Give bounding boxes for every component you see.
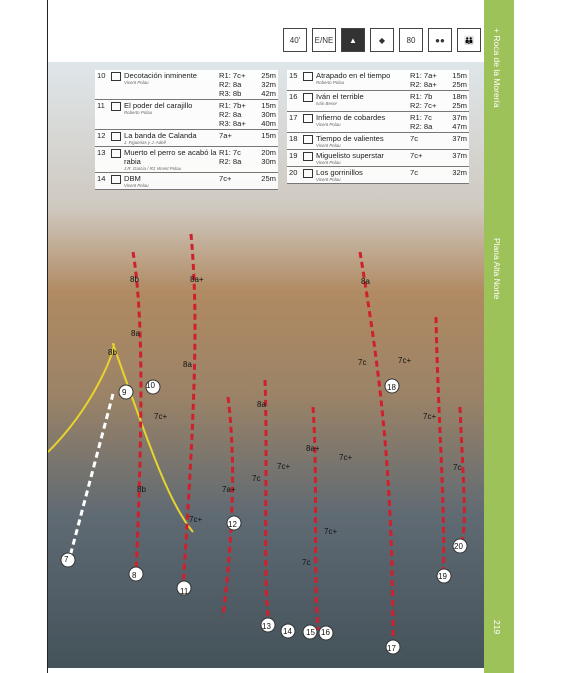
grade: 7c+ [410, 151, 423, 160]
route-number-marker: 10 [146, 381, 155, 390]
grade-label: 7c+ [423, 412, 437, 421]
length: 32m [261, 80, 276, 89]
route-row [95, 100, 278, 130]
length: 25m [452, 80, 467, 89]
route-author: Vicent Polau [124, 80, 149, 85]
grade-label: 7c [252, 474, 261, 483]
route-number: 18 [289, 134, 298, 143]
route-name: DBM [124, 174, 141, 183]
approach-time-icon: 40' [283, 28, 307, 52]
grade: 7a+ [219, 131, 232, 140]
route-author: Vicent Polau [316, 143, 341, 148]
length: 15m [261, 131, 276, 140]
route-author: J.R. Garcia / R2 Vicent Polau [124, 166, 182, 171]
route-number: 12 [97, 131, 106, 140]
tick-checkbox [111, 149, 121, 158]
grade: 7c [410, 134, 419, 143]
length: 15m [452, 71, 467, 80]
route-row [95, 173, 278, 190]
route-name: Muerto el perro se acabó la rabia [124, 148, 217, 166]
grade: R1: 7a+ [410, 71, 437, 80]
route-author: Vicent Polau [316, 177, 341, 182]
route-number-marker: 14 [283, 627, 292, 636]
grade: R2: 8a [410, 122, 433, 131]
grade: R3: 8a+ [219, 119, 246, 128]
route-number: 14 [97, 174, 106, 183]
grade-label: 7c+ [154, 412, 168, 421]
route-author: Vicent Polau [124, 183, 149, 188]
route-number: 15 [289, 71, 298, 80]
grade-label: 8b [137, 485, 146, 494]
grade-label: 7c [302, 558, 311, 567]
length: 20m [261, 148, 276, 157]
length: 25m [452, 101, 467, 110]
grade: R2: 8a+ [410, 80, 437, 89]
route-table-left [95, 70, 278, 190]
route-number-marker: 7 [64, 555, 69, 564]
tick-checkbox [303, 135, 313, 144]
route-number-marker: 19 [438, 572, 447, 581]
grade: R1: 7b [410, 92, 433, 101]
tick-checkbox [303, 152, 313, 161]
route-number-marker: 12 [228, 520, 237, 529]
page-number: 219 [492, 620, 502, 635]
grade-label: 8a [257, 400, 266, 409]
route-row [95, 70, 278, 100]
route-number-marker: 13 [262, 622, 271, 631]
grade: R3: 8b [219, 89, 242, 98]
tick-checkbox [111, 132, 121, 141]
route-number-marker: 11 [180, 587, 189, 596]
climber-icon: ▲ [341, 28, 365, 52]
route-name: La banda de Calanda [124, 131, 197, 140]
tick-checkbox [303, 114, 313, 123]
route-number: 16 [289, 92, 298, 101]
route-row [287, 112, 469, 133]
route-number-marker: 20 [454, 542, 463, 551]
length: 37m [452, 113, 467, 122]
grade-label: 7c+ [189, 515, 203, 524]
route-row [95, 130, 278, 147]
grade-label: 8a [361, 277, 370, 286]
length: 40m [261, 119, 276, 128]
grade-label: 7c+ [339, 453, 353, 462]
grade-label: 7c+ [324, 527, 338, 536]
grade-label: 8b [108, 348, 117, 357]
route-row [287, 70, 469, 91]
grade-label: 8b [130, 275, 139, 284]
grade: R1: 7c+ [219, 71, 246, 80]
route-number-marker: 15 [306, 628, 315, 637]
grade-label: 7c [453, 463, 462, 472]
length: 30m [261, 157, 276, 166]
route-number: 20 [289, 168, 298, 177]
tick-checkbox [111, 175, 121, 184]
grade: 7c [410, 168, 419, 177]
grade-label: 7c+ [277, 462, 291, 471]
route-author: Roberto Polau [316, 80, 345, 85]
route-number-marker: 8 [132, 571, 137, 580]
grade-label: 7c [358, 358, 367, 367]
grade-label: 8a [183, 360, 192, 369]
area-name: Plana Alta Norte [492, 238, 502, 300]
length: 25m [261, 71, 276, 80]
grade-label: 7a+ [222, 485, 236, 494]
route-author: Roberto Polau [124, 110, 153, 115]
route-row [95, 147, 278, 173]
tick-checkbox [303, 72, 313, 81]
length: 25m [261, 174, 276, 183]
grade: R2: 8a [219, 110, 242, 119]
route-author: Iván Beser [316, 101, 337, 106]
route-number-marker: 9 [122, 388, 127, 397]
route-number: 17 [289, 113, 298, 122]
route-row [287, 133, 469, 150]
route-name: Infierno de cobardes [316, 113, 386, 122]
length: 32m [452, 168, 467, 177]
route-name: Tiempo de valientes [316, 134, 384, 143]
crag-name: + Roca de la Morería [492, 28, 502, 108]
route-row [287, 150, 469, 167]
grade: R1: 7b+ [219, 101, 246, 110]
route-name: Miguelisto superstar [316, 151, 384, 160]
grade: R1: 7c [219, 148, 241, 157]
route-info-icons [283, 28, 481, 52]
route-number-marker: 16 [321, 628, 330, 637]
tick-checkbox [303, 93, 313, 102]
route-name: Decotación inminente [124, 71, 198, 80]
quickdraws-icon: ●● [428, 28, 452, 52]
length: 15m [261, 101, 276, 110]
route-row [287, 167, 469, 184]
grade-label: 7c+ [398, 356, 412, 365]
route-number: 13 [97, 148, 106, 157]
route-author: Vicent Polau [316, 160, 341, 165]
route-name: Los gorrinillos [316, 168, 363, 177]
tick-checkbox [111, 102, 121, 111]
route-table-right [287, 70, 469, 184]
route-number-marker: 17 [387, 644, 396, 653]
route-row [287, 91, 469, 112]
length: 42m [261, 89, 276, 98]
grade: R2: 7c+ [410, 101, 437, 110]
route-name: Iván el terrible [316, 92, 364, 101]
family-icon: 👪 [457, 28, 481, 52]
length: 37m [452, 151, 467, 160]
route-number: 19 [289, 151, 298, 160]
length: 18m [452, 92, 467, 101]
rope-length-icon: 80 [399, 28, 423, 52]
grade-label: 8a+ [306, 444, 320, 453]
length: 30m [261, 110, 276, 119]
grade: R2: 8a [219, 80, 242, 89]
length: 37m [452, 134, 467, 143]
grade: R1: 7c [410, 113, 432, 122]
route-number: 11 [97, 101, 105, 110]
route-author: J. Figuerias y J. Adell [124, 140, 166, 145]
grade: 7c+ [219, 174, 232, 183]
tick-checkbox [111, 72, 121, 81]
route-number-marker: 18 [387, 383, 396, 392]
tick-checkbox [303, 169, 313, 178]
aspect-icon: E/NE [312, 28, 336, 52]
route-number: 10 [97, 71, 106, 80]
section-sidebar [484, 0, 514, 673]
length: 47m [452, 122, 467, 131]
grade: R2: 8a [219, 157, 242, 166]
rock-type-icon: ◆ [370, 28, 394, 52]
route-name: El poder del carajillo [124, 101, 193, 110]
grade-label: 8a [131, 329, 140, 338]
route-author: Vicent Polau [316, 122, 341, 127]
route-name: Atrapado en el tiempo [316, 71, 391, 80]
grade-label: 8a+ [190, 275, 204, 284]
